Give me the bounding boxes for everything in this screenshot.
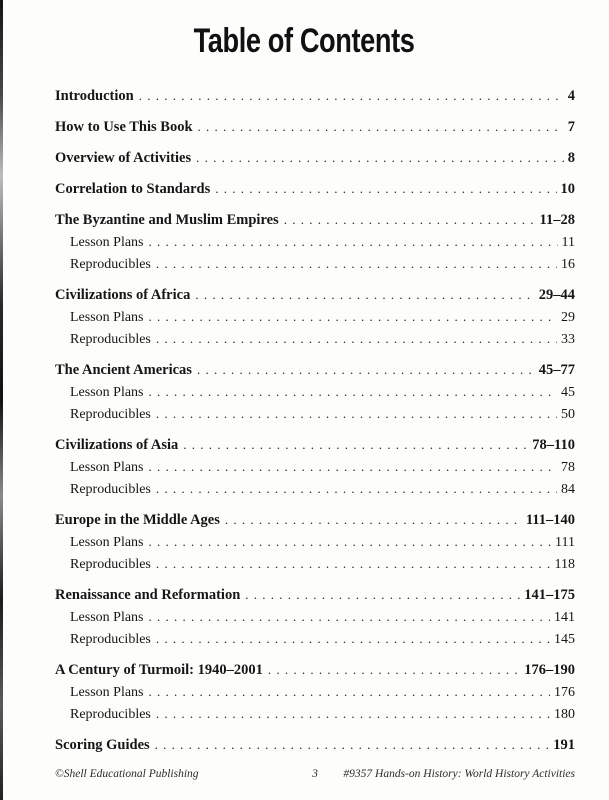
toc-entry	[55, 434, 575, 456]
toc-entry-label: Lesson Plans	[70, 235, 144, 250]
toc-entry-page: 45–77	[538, 362, 575, 378]
toc-entry-label: Lesson Plans	[70, 685, 144, 700]
toc-entry-page: 7	[567, 119, 575, 135]
toc-entry	[55, 509, 575, 531]
toc-entry-page: 84	[561, 482, 575, 497]
page-footer	[55, 768, 575, 780]
toc-entry-label: Introduction	[55, 88, 134, 104]
page-title-text: Table of Contents	[194, 22, 415, 60]
toc-entry	[55, 703, 575, 725]
toc-entry-page: 111–140	[525, 512, 575, 528]
toc-entry	[55, 553, 575, 575]
footer-publisher: ©Shell Educational Publishing	[55, 768, 199, 780]
toc-entry	[55, 306, 575, 328]
toc-entry	[55, 681, 575, 703]
toc-leader-dots	[156, 628, 550, 649]
toc-entry-page: 176	[554, 685, 575, 700]
toc-entry	[55, 403, 575, 425]
toc-list	[55, 85, 575, 756]
toc-entry-page: 4	[567, 88, 575, 104]
toc-entry	[55, 584, 575, 606]
scan-edge	[0, 0, 3, 800]
toc-leader-dots	[196, 147, 564, 168]
toc-leader-dots	[156, 703, 550, 724]
toc-entry-label: Reproducibles	[70, 632, 151, 647]
toc-entry	[55, 231, 575, 253]
toc-entry-page: 145	[554, 632, 575, 647]
toc-leader-dots	[149, 306, 558, 327]
toc-entry-label: Lesson Plans	[70, 385, 144, 400]
toc-entry-label: The Byzantine and Muslim Empires	[55, 212, 279, 228]
toc-entry	[55, 116, 575, 138]
toc-entry	[55, 284, 575, 306]
toc-entry-label: Civilizations of Africa	[55, 287, 191, 303]
toc-entry-page: 29–44	[538, 287, 575, 303]
toc-leader-dots	[156, 478, 557, 499]
toc-leader-dots	[156, 328, 557, 349]
toc-entry-label: Renaissance and Reformation	[55, 587, 241, 603]
toc-entry-page: 111	[555, 535, 575, 550]
toc-entry-label: Civilizations of Asia	[55, 437, 179, 453]
toc-entry	[55, 359, 575, 381]
toc-entry-page: 10	[560, 181, 575, 197]
toc-entry	[55, 147, 575, 169]
toc-entry-page: 50	[561, 407, 575, 422]
toc-entry-page: 118	[554, 557, 575, 572]
toc-leader-dots	[197, 359, 535, 380]
footer-book-title: #9357 Hands-on History: World History Activities	[343, 768, 575, 780]
toc-entry	[55, 178, 575, 200]
toc-entry	[55, 456, 575, 478]
toc-leader-dots	[149, 531, 552, 552]
toc-entry-page: 78	[561, 460, 575, 475]
toc-entry-page: 11–28	[539, 212, 575, 228]
toc-entry	[55, 253, 575, 275]
toc-leader-dots	[284, 209, 536, 230]
toc-entry-label: Scoring Guides	[55, 737, 150, 753]
toc-leader-dots	[149, 231, 558, 252]
toc-entry	[55, 478, 575, 500]
toc-entry	[55, 606, 575, 628]
toc-leader-dots	[149, 681, 551, 702]
toc-entry-label: Correlation to Standards	[55, 181, 211, 197]
toc-leader-dots	[245, 584, 520, 605]
toc-entry-label: Lesson Plans	[70, 460, 144, 475]
toc-entry-label: Overview of Activities	[55, 150, 192, 166]
toc-leader-dots	[268, 659, 520, 680]
toc-entry-label: Reproducibles	[70, 482, 151, 497]
toc-entry-page: 16	[561, 257, 575, 272]
toc-entry-page: 176–190	[524, 662, 575, 678]
toc-entry-label: Lesson Plans	[70, 535, 144, 550]
toc-entry	[55, 628, 575, 650]
toc-entry-label: Lesson Plans	[70, 310, 144, 325]
toc-entry-label: Reproducibles	[70, 707, 151, 722]
toc-entry-page: 78–110	[532, 437, 575, 453]
toc-entry-page: 29	[561, 310, 575, 325]
toc-leader-dots	[149, 456, 558, 477]
toc-entry-page: 33	[561, 332, 575, 347]
toc-entry-label: The Ancient Americas	[55, 362, 192, 378]
page-title	[0, 22, 609, 60]
toc-entry	[55, 381, 575, 403]
toc-leader-dots	[225, 509, 522, 530]
toc-leader-dots	[156, 403, 557, 424]
toc-leader-dots	[155, 734, 550, 755]
toc-entry-page: 11	[561, 235, 575, 250]
toc-entry-page: 180	[554, 707, 575, 722]
toc-entry-page: 45	[561, 385, 575, 400]
toc-entry	[55, 328, 575, 350]
toc-entry-label: Reproducibles	[70, 407, 151, 422]
toc-leader-dots	[139, 85, 564, 106]
toc-entry-label: Reproducibles	[70, 257, 151, 272]
toc-entry-page: 141	[554, 610, 575, 625]
toc-entry	[55, 734, 575, 756]
toc-leader-dots	[215, 178, 556, 199]
toc-entry	[55, 85, 575, 107]
toc-leader-dots	[195, 284, 534, 305]
footer-page-number: 3	[312, 768, 318, 780]
toc-leader-dots	[149, 381, 558, 402]
toc-entry-label: A Century of Turmoil: 1940–2001	[55, 662, 263, 678]
toc-entry-page: 141–175	[524, 587, 575, 603]
toc-entry-label: How to Use This Book	[55, 119, 193, 135]
toc-entry	[55, 531, 575, 553]
toc-leader-dots	[183, 434, 528, 455]
toc-leader-dots	[156, 553, 551, 574]
toc-leader-dots	[156, 253, 557, 274]
toc-entry	[55, 659, 575, 681]
toc-entry	[55, 209, 575, 231]
toc-entry-label: Lesson Plans	[70, 610, 144, 625]
toc-entry-label: Reproducibles	[70, 332, 151, 347]
toc-entry-label: Europe in the Middle Ages	[55, 512, 220, 528]
toc-entry-page: 8	[567, 150, 575, 166]
toc-leader-dots	[198, 116, 564, 137]
toc-entry-label: Reproducibles	[70, 557, 151, 572]
toc-entry-page: 191	[553, 737, 575, 753]
toc-leader-dots	[149, 606, 551, 627]
